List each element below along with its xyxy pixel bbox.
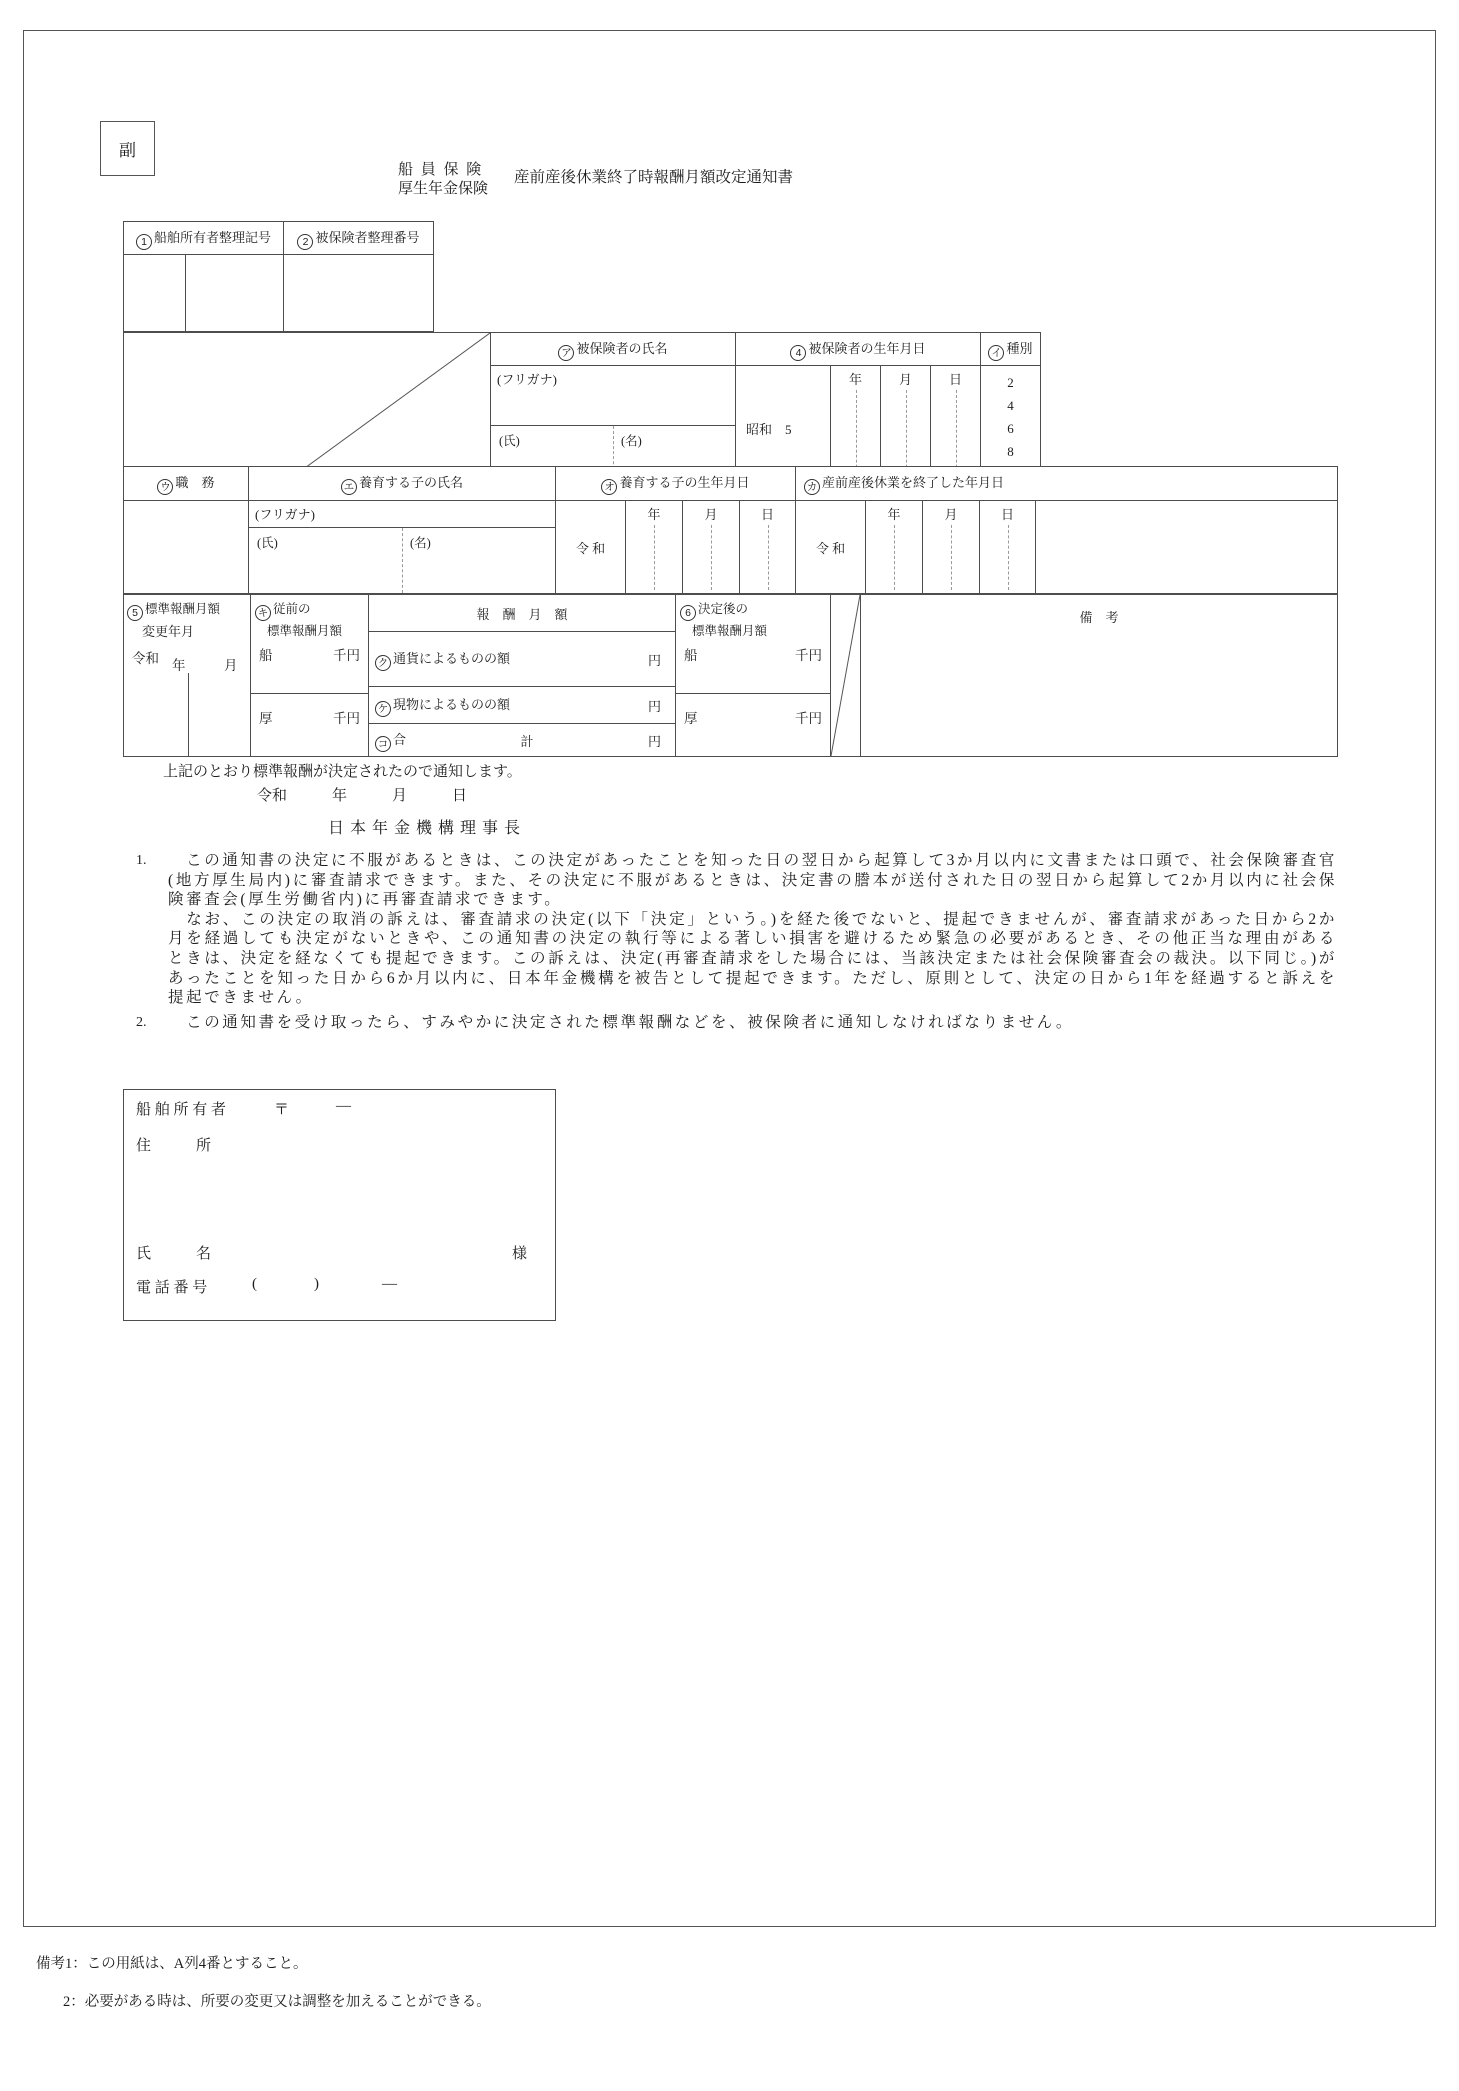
insurance-title-line2: 厚生年金保険	[398, 181, 489, 197]
insured-id-cell	[284, 255, 434, 332]
shipowner-id-header	[124, 222, 284, 255]
change-label2: 変更年月	[142, 624, 195, 639]
first-name-label: (名)	[621, 434, 642, 449]
insured-birth-header	[736, 333, 981, 366]
circled-ko-icon: コ	[375, 736, 391, 752]
child-birth-header	[556, 467, 796, 501]
note-text	[168, 851, 1337, 1008]
job-header	[124, 467, 249, 501]
diagonal-separator-cell	[831, 595, 861, 757]
note-paragraph: この通知書の決定に不服があるときは、この決定があったことを知った日の翌日から起算して3か月以内に文書または口頭で、社会保険審査官(地方厚生局内)に審査請求できます。また、その決定に不服があるときは、決定書の謄本が送付された日の翌日から起算して2か月以内に社会保険審査会(厚生労働省内)に再審査請求できます。	[168, 852, 1337, 909]
month-label: 月	[704, 507, 718, 522]
job-label: 職 務	[175, 475, 215, 490]
remarks-label: 備 考	[1079, 610, 1119, 625]
unit-label: 千円	[795, 648, 822, 663]
era-reiwa-label: 令 和	[575, 540, 606, 556]
insured-furigana-cell	[491, 366, 736, 426]
year-label: 年	[887, 507, 901, 522]
diagonal-line-icon	[831, 595, 860, 756]
circled-6-icon: 6	[680, 605, 696, 621]
dashed-divider	[1008, 525, 1009, 590]
insured-name-header	[491, 333, 736, 366]
circled-ku-icon: ク	[375, 655, 391, 671]
child-name-cell	[249, 528, 556, 594]
currency-amount-row	[369, 632, 676, 687]
day-label: 日	[948, 372, 962, 387]
name-label: 氏 名	[136, 1246, 212, 1262]
decided-welfare-cell	[676, 694, 831, 757]
remuneration-table	[123, 594, 1338, 757]
note-number: 1.	[136, 853, 147, 868]
type-header	[981, 333, 1041, 366]
last-name-label: (氏)	[499, 434, 520, 449]
currency-label: 通貨によるものの額	[393, 650, 511, 666]
issuer-title: 日 本 年 金 機 構 理 事 長	[328, 820, 522, 837]
circled-u-icon: ウ	[157, 479, 173, 495]
note-paragraph: この通知書を受け取ったら、すみやかに決定された標準報酬などを、被保険者に通知しなければなりません。	[168, 1013, 1074, 1031]
trailing-blank-cell	[1036, 501, 1338, 594]
welfare-label: 厚	[684, 711, 698, 726]
era-reiwa-label: 令和	[132, 651, 159, 666]
circled-ke-icon: ケ	[375, 701, 391, 717]
child-table	[123, 466, 1338, 594]
day-label: 日	[760, 507, 774, 522]
shipowner-contact-box	[123, 1089, 556, 1321]
dashed-divider	[654, 525, 655, 590]
day-label: 日	[1000, 507, 1014, 522]
circled-2-icon: 2	[297, 234, 313, 250]
first-name-label: (名)	[410, 536, 431, 550]
shipowner-id-cell-2	[186, 255, 284, 332]
circled-1-icon: 1	[136, 234, 152, 250]
honorific-label: 様	[512, 1246, 528, 1262]
leave-end-day-cell	[980, 501, 1036, 594]
insured-id-label: 被保険者整理番号	[315, 229, 420, 245]
footer-note-2: 2：必要がある時は、所要の変更又は調整を加えることができる。	[63, 1994, 491, 2010]
postal-dash: ―	[336, 1098, 351, 1114]
note-text	[168, 1013, 1337, 1033]
leave-end-month-cell	[923, 501, 980, 594]
change-date-cell	[124, 595, 251, 757]
monthly-remuneration-header: 報 酬 月 額	[369, 595, 676, 632]
year-label: 年	[848, 372, 862, 387]
notification-date-line: 令和 年 月 日	[257, 788, 468, 804]
legal-note-1	[133, 851, 1337, 1008]
previous-label1: 従前の	[273, 602, 311, 616]
dashed-divider	[711, 525, 712, 590]
decided-label2: 標準報酬月額	[692, 624, 768, 638]
child-birth-label: 養育する子の生年月日	[619, 475, 750, 490]
child-birth-era-cell	[556, 501, 626, 594]
dashed-divider	[768, 525, 769, 590]
leave-end-header	[796, 467, 1338, 501]
type-label: 種別	[1006, 340, 1033, 356]
child-name-header	[249, 467, 556, 501]
child-birth-day-cell	[740, 501, 796, 594]
leave-end-year-cell	[866, 501, 923, 594]
shipowner-label: 船 舶 所 有 者	[136, 1102, 227, 1118]
furigana-label: (フリガナ)	[497, 372, 558, 387]
circled-4-icon: 4	[790, 345, 806, 361]
year-label: 年	[647, 507, 661, 522]
furigana-label: (フリガナ)	[255, 507, 316, 522]
total-label2: 計	[520, 733, 534, 749]
decided-ship-cell	[676, 595, 831, 694]
type-value: 6	[1007, 421, 1014, 436]
total-label1: 合	[393, 731, 407, 747]
job-cell	[124, 501, 249, 594]
circled-o-icon: オ	[601, 479, 617, 495]
insurance-title-line1: 船 員 保 険	[398, 162, 484, 178]
yen-label: 円	[647, 733, 661, 749]
type-value: 2	[1007, 375, 1014, 390]
copy-mark: 副	[119, 141, 136, 160]
note-paragraph: なお、この決定の取消の訴えは、審査請求の決定(以下「決定」という。)を経た後でないと、提起できませんが、審査請求があった日から2か月を経過しても決定がないときや、この通知書の決定の執行等による著しい損害を避けるため緊急の必要があるとき、その他正当な理由があるときは、決定を経なくても提起できます。この訴えは、決定(再審査請求をした場合には、当該決定または社会保険審査会の裁決。以下同じ。)があったことを知った日から6か月以内に、日本年金機構を被告として提起できます。ただし、原則として、決定の日から1年を経過すると訴えを提起できません。	[168, 910, 1337, 1007]
month-label: 月	[224, 658, 238, 673]
note-number: 2.	[136, 1014, 147, 1030]
ship-label: 船	[684, 648, 698, 663]
type-value: 8	[1007, 444, 1014, 459]
child-birth-year-cell	[626, 501, 683, 594]
dashed-divider	[894, 525, 895, 590]
inkind-amount-row	[369, 687, 676, 724]
year-label: 年	[172, 658, 186, 673]
circled-i-icon: イ	[988, 345, 1004, 361]
total-amount-row	[369, 724, 676, 757]
address-label: 住 所	[136, 1138, 212, 1154]
phone-paren-open: (	[252, 1276, 257, 1292]
child-furigana-cell	[249, 501, 556, 528]
previous-ship-cell	[251, 595, 369, 694]
child-name-label: 養育する子の氏名	[358, 475, 463, 490]
footer-note-1: 備考1：この用紙は、A列4番とすること。	[36, 1956, 308, 1972]
legal-note-2	[133, 1013, 1337, 1033]
circled-a-icon: ア	[558, 345, 574, 361]
shipowner-id-cell-1	[124, 255, 186, 332]
dashed-divider	[402, 528, 403, 593]
era-reiwa-label: 令 和	[815, 540, 846, 556]
yen-label: 円	[647, 652, 661, 668]
ship-label: 船	[259, 648, 273, 663]
phone-dash: ―	[382, 1276, 397, 1292]
unit-label: 千円	[795, 711, 822, 726]
circled-ki-icon: キ	[255, 605, 271, 621]
child-birth-month-cell	[683, 501, 740, 594]
notification-statement: 上記のとおり標準報酬が決定されたので通知します。	[163, 764, 522, 780]
month-label: 月	[898, 372, 912, 387]
shipowner-id-label: 船舶所有者整理記号	[153, 229, 271, 245]
phone-paren-close: )	[314, 1276, 319, 1292]
decided-label1: 決定後の	[698, 602, 749, 616]
insured-id-header	[284, 222, 434, 255]
previous-welfare-cell	[251, 694, 369, 757]
insured-name-label: 被保険者の氏名	[576, 340, 668, 356]
type-value: 4	[1007, 398, 1014, 413]
phone-label: 電 話 番 号	[136, 1280, 208, 1296]
inkind-label: 現物によるものの額	[393, 696, 511, 712]
unit-label: 千円	[333, 711, 360, 726]
era-showa: 昭和 5	[746, 422, 792, 437]
unit-label: 千円	[333, 648, 360, 663]
id-table	[123, 221, 434, 332]
change-label: 標準報酬月額	[145, 602, 221, 616]
welfare-label: 厚	[259, 711, 273, 726]
legal-notes	[133, 851, 1337, 1032]
remarks-cell	[861, 595, 1338, 757]
circled-ka-icon: カ	[804, 479, 820, 495]
leave-end-label: 産前産後休業を終了した年月日	[822, 475, 1005, 490]
page-title: 産前産後休業終了時報酬月額改定通知書	[514, 169, 794, 186]
circled-5-icon: 5	[127, 605, 143, 621]
postal-mark: 〒	[274, 1102, 290, 1118]
circled-e-icon: エ	[341, 479, 357, 495]
previous-label2: 標準報酬月額	[267, 624, 343, 638]
leave-end-era-cell	[796, 501, 866, 594]
copy-mark-box	[100, 121, 155, 176]
divider-line	[188, 673, 189, 756]
yen-label: 円	[647, 698, 661, 714]
insured-birth-label: 被保険者の生年月日	[808, 340, 926, 356]
month-label: 月	[944, 507, 958, 522]
last-name-label: (氏)	[257, 536, 278, 550]
dashed-divider	[951, 525, 952, 590]
